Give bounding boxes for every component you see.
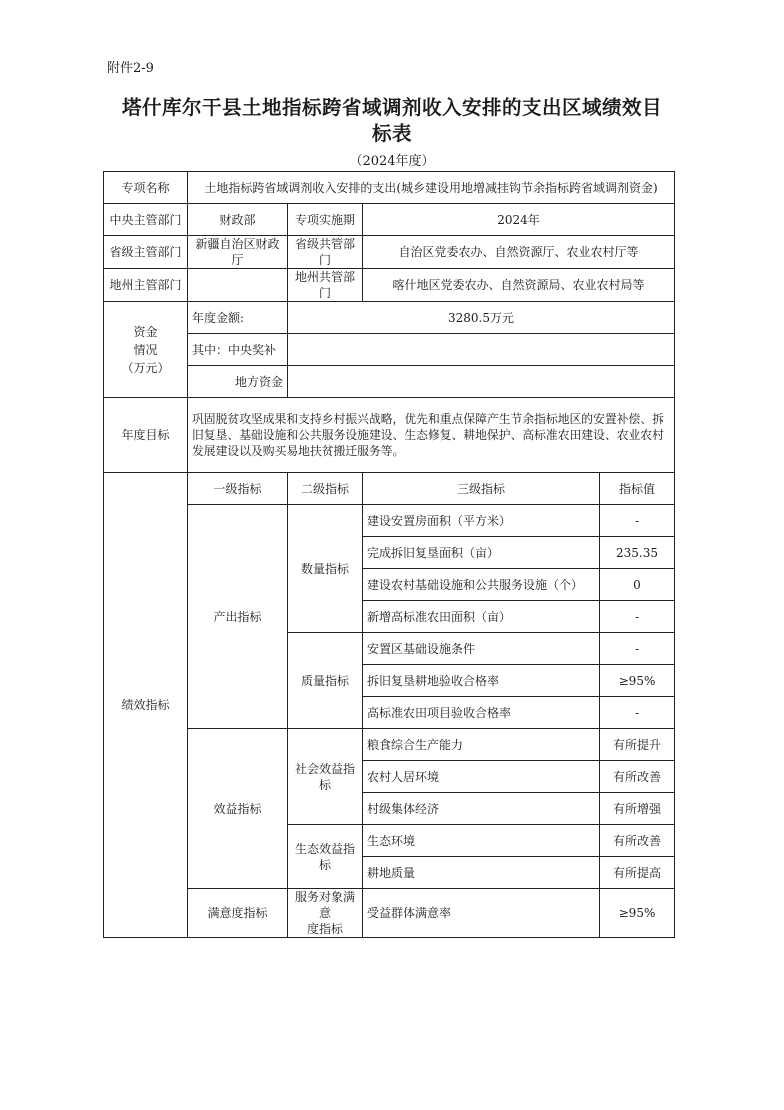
provincial-co-value: 自治区党委农办、自然资源厅、农业农村厅等 xyxy=(363,236,675,269)
local-funds-value xyxy=(288,366,675,398)
indicator-name: 建设安置房面积（平方米） xyxy=(363,505,600,537)
header-level1: 一级指标 xyxy=(188,473,288,505)
central-subsidy-label: 其中：中央奖补 xyxy=(188,334,288,366)
title-line-2: 标表 xyxy=(371,122,412,145)
benefit-indicators-label: 效益指标 xyxy=(188,729,288,889)
quality-indicators-label: 质量指标 xyxy=(288,633,363,729)
indicator-value: - xyxy=(600,697,675,729)
indicator-value: - xyxy=(600,505,675,537)
indicator-value: ≥95% xyxy=(600,889,675,938)
indicator-name: 建设农村基础设施和公共服务设施（个） xyxy=(363,569,600,601)
prefecture-dept-label: 地州主管部门 xyxy=(104,269,188,302)
indicator-value: ≥95% xyxy=(600,665,675,697)
provincial-dept-value: 新疆自治区财政厅 xyxy=(188,236,288,269)
satisfaction-indicators-label: 满意度指标 xyxy=(188,889,288,938)
prefecture-co-label: 地州共管部门 xyxy=(288,269,363,302)
indicator-name: 粮食综合生产能力 xyxy=(363,729,600,761)
project-name-label: 专项名称 xyxy=(104,172,188,204)
indicator-name: 安置区基础设施条件 xyxy=(363,633,600,665)
indicator-value: 0 xyxy=(600,569,675,601)
funds-label-line-2: 情况 xyxy=(133,342,158,357)
funds-label-line-3: （万元） xyxy=(121,360,170,375)
service-satisfaction-label xyxy=(288,889,363,938)
annual-amount-value: 3280.5万元 xyxy=(288,302,675,334)
service-satisfaction-label-line-1: 服务对象满意 xyxy=(294,890,355,920)
indicator-value: 235.35 xyxy=(600,537,675,569)
indicator-name: 生态环境 xyxy=(363,825,600,857)
indicator-value: - xyxy=(600,633,675,665)
header-value: 指标值 xyxy=(600,473,675,505)
central-subsidy-value xyxy=(288,334,675,366)
local-funds-label: 地方资金 xyxy=(188,366,288,398)
funds-label xyxy=(104,302,188,398)
indicator-name: 新增高标准农田面积（亩） xyxy=(363,601,600,633)
indicator-value: 有所提升 xyxy=(600,729,675,761)
output-indicators-label: 产出指标 xyxy=(188,505,288,729)
service-satisfaction-label-line-2: 度指标 xyxy=(306,922,343,936)
central-dept-label: 中央主管部门 xyxy=(104,204,188,236)
prefecture-dept-value xyxy=(188,269,288,302)
indicator-value: 有所改善 xyxy=(600,825,675,857)
title-line-1: 塔什库尔干县土地指标跨省域调剂收入安排的支出区域绩效目 xyxy=(121,96,662,119)
period-value: 2024年 xyxy=(363,204,675,236)
header-level2: 二级指标 xyxy=(288,473,363,505)
funds-label-line-1: 资金 xyxy=(133,324,158,339)
central-dept-value: 财政部 xyxy=(188,204,288,236)
year-label: （2024年度） xyxy=(349,154,435,169)
indicator-name: 村级集体经济 xyxy=(363,793,600,825)
indicator-name: 高标准农田项目验收合格率 xyxy=(363,697,600,729)
indicator-value: - xyxy=(600,601,675,633)
indicator-name: 农村人居环境 xyxy=(363,761,600,793)
indicator-value: 有所增强 xyxy=(600,793,675,825)
performance-indicators-label: 绩效指标 xyxy=(104,473,188,938)
social-benefit-label: 社会效益指标 xyxy=(288,729,363,825)
indicator-value: 有所改善 xyxy=(600,761,675,793)
provincial-co-label: 省级共管部门 xyxy=(288,236,363,269)
indicator-name: 耕地质量 xyxy=(363,857,600,889)
quantity-indicators-label: 数量指标 xyxy=(288,505,363,633)
page-title xyxy=(60,95,724,147)
annual-goal-label: 年度目标 xyxy=(104,398,188,473)
header-level3: 三级指标 xyxy=(363,473,600,505)
indicator-value: 有所提高 xyxy=(600,857,675,889)
prefecture-co-value: 喀什地区党委农办、自然资源局、农业农村局等 xyxy=(363,269,675,302)
period-label: 专项实施期 xyxy=(288,204,363,236)
eco-benefit-label: 生态效益指标 xyxy=(288,825,363,889)
annual-amount-label: 年度金额: xyxy=(188,302,288,334)
indicator-name: 完成拆旧复垦面积（亩） xyxy=(363,537,600,569)
provincial-dept-label: 省级主管部门 xyxy=(104,236,188,269)
indicator-name: 受益群体满意率 xyxy=(363,889,600,938)
annual-goal-text: 巩固脱贫攻坚成果和支持乡村振兴战略，优先和重点保障产生节余指标地区的安置补偿、拆旧复垦、基础设施和公共服务设施建设、生态修复、耕地保护、高标准农田建设、农业农村发展建设以及购买易地扶贫搬迁服务等。 xyxy=(188,398,675,473)
attachment-label: 附件2-9 xyxy=(107,61,154,76)
project-name-value: 土地指标跨省域调剂收入安排的支出(城乡建设用地增减挂钩节余指标跨省域调剂资金) xyxy=(188,172,675,204)
performance-target-table xyxy=(103,171,675,938)
indicator-name: 拆旧复垦耕地验收合格率 xyxy=(363,665,600,697)
